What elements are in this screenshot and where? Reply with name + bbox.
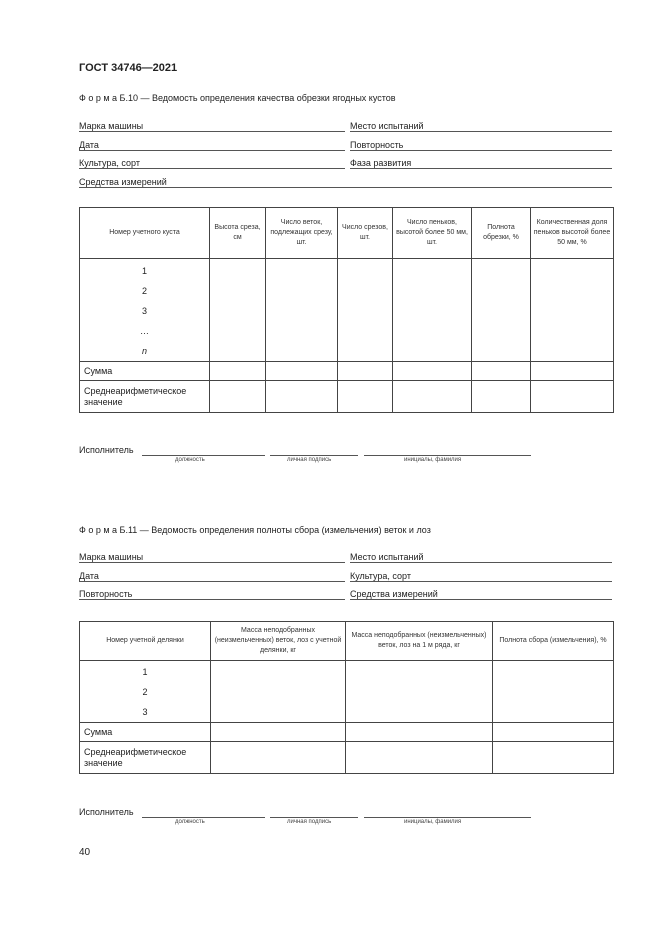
sum-row	[80, 723, 614, 742]
form-b10-date-label: Дата	[79, 140, 99, 150]
data-cell[interactable]	[210, 259, 266, 362]
sum-label: Сумма	[80, 723, 211, 742]
data-cell[interactable]	[346, 661, 493, 723]
signature-caption: личная подпись	[287, 457, 332, 463]
data-cell[interactable]	[210, 362, 266, 381]
row-numbers-cell	[80, 661, 211, 723]
sum-row	[80, 362, 614, 381]
row-number: 3	[141, 306, 147, 316]
table-header-row	[80, 622, 614, 661]
sum-label: Сумма	[80, 362, 210, 381]
data-cell[interactable]	[531, 259, 614, 362]
row-number: 2	[142, 687, 148, 697]
name-caption: инициалы, фамилия	[404, 457, 462, 463]
row-number: 1	[142, 667, 148, 677]
performer-label: Исполнитель	[79, 807, 134, 817]
form-b10-place-line[interactable]	[350, 131, 612, 132]
form-b10-culture-label: Культура, сорт	[79, 158, 140, 168]
row-number: 2	[141, 286, 147, 296]
table-row	[80, 259, 614, 362]
form-b10-phase-line[interactable]	[350, 168, 612, 169]
form-b10-table	[79, 207, 614, 413]
mean-row	[80, 742, 614, 774]
form-b10-means-label: Средства измерений	[79, 177, 173, 187]
col-header-cuts-count: Число срезов, шт.	[338, 208, 393, 259]
form-b10-machine-line[interactable]	[79, 131, 345, 132]
form-b11-repeat-line[interactable]	[79, 599, 345, 600]
col-header-stumps-count: Число пеньков, высотой более 50 мм, шт.	[393, 208, 472, 259]
table-row	[80, 661, 614, 723]
mean-row	[80, 381, 614, 413]
data-cell[interactable]	[210, 381, 266, 413]
form-b10-date-line[interactable]	[79, 150, 345, 151]
data-cell[interactable]	[338, 362, 393, 381]
data-cell[interactable]	[472, 381, 531, 413]
data-cell[interactable]	[266, 259, 338, 362]
form-b11-machine-label: Марка машины	[79, 552, 144, 562]
data-cell[interactable]	[393, 259, 472, 362]
form-b11-culture-line[interactable]	[350, 581, 612, 582]
data-cell[interactable]	[266, 381, 338, 413]
row-numbers-cell	[80, 259, 210, 362]
data-cell[interactable]	[211, 723, 346, 742]
position-caption: должность	[175, 457, 205, 463]
form-b11-place-label: Место испытаний	[350, 552, 424, 562]
form-b11-means-line[interactable]	[350, 599, 612, 600]
data-cell[interactable]	[493, 661, 614, 723]
data-cell[interactable]	[493, 742, 614, 774]
row-number: …	[140, 326, 149, 336]
form-b10-repeat-line[interactable]	[350, 150, 612, 151]
form-b11-means-label: Средства измерений	[350, 589, 438, 599]
form-b11-date-line[interactable]	[79, 581, 345, 582]
data-cell[interactable]	[346, 742, 493, 774]
form-b10-phase-label: Фаза развития	[350, 158, 412, 168]
performer-label: Исполнитель	[79, 445, 134, 455]
performer-name-line[interactable]	[364, 817, 531, 818]
col-header-bush-number: Номер учетного куста	[80, 208, 210, 259]
form-b11-table	[79, 621, 614, 774]
mean-label: Среднеарифметическое значение	[80, 381, 210, 413]
col-header-collection-completeness: Полнота сбора (измельчения), %	[493, 622, 614, 661]
data-cell[interactable]	[472, 259, 531, 362]
data-cell[interactable]	[211, 661, 346, 723]
col-header-plot-number: Номер учетной делянки	[80, 622, 211, 661]
data-cell[interactable]	[493, 723, 614, 742]
performer-signature-line[interactable]	[270, 455, 358, 456]
col-header-mass-per-plot: Масса неподобранных (неизмельченных) веток, лоз с учетной делянки, кг	[211, 622, 346, 661]
row-number: 3	[142, 707, 148, 717]
form-b11-date-label: Дата	[79, 571, 99, 581]
form-b10-repeat-label: Повторность	[350, 140, 404, 150]
form-b10-culture-line[interactable]	[79, 168, 345, 169]
col-header-stumps-share: Количественная доля пеньков высотой более 50 мм, %	[531, 208, 614, 259]
page-number: 40	[79, 847, 91, 858]
mean-label: Среднеарифметическое значение	[80, 742, 211, 774]
col-header-cut-height: Высота среза, см	[210, 208, 266, 259]
performer-position-line[interactable]	[142, 817, 265, 818]
data-cell[interactable]	[346, 723, 493, 742]
form-b11-machine-line[interactable]	[79, 562, 345, 563]
name-caption: инициалы, фамилия	[404, 819, 462, 825]
form-b11-repeat-label: Повторность	[79, 589, 140, 599]
performer-signature-line[interactable]	[270, 817, 358, 818]
signature-caption: личная подпись	[287, 819, 332, 825]
form-b10-place-label: Место испытаний	[350, 121, 424, 131]
form-b11-culture-label: Культура, сорт	[350, 571, 411, 581]
form-b10-machine-label: Марка машины	[79, 121, 144, 131]
data-cell[interactable]	[393, 381, 472, 413]
position-caption: должность	[175, 819, 205, 825]
col-header-pruning-completeness: Полнота обрезки, %	[472, 208, 531, 259]
table-header-row	[80, 208, 614, 259]
data-cell[interactable]	[338, 381, 393, 413]
data-cell[interactable]	[211, 742, 346, 774]
data-cell[interactable]	[393, 362, 472, 381]
form-b10-means-line[interactable]	[79, 187, 612, 188]
data-cell[interactable]	[266, 362, 338, 381]
form-b11-place-line[interactable]	[350, 562, 612, 563]
col-header-mass-per-meter: Масса неподобранных (неизмельченных) веток, лоз на 1 м ряда, кг	[346, 622, 493, 661]
row-number: 1	[141, 266, 147, 276]
document-header: ГОСТ 34746—2021	[79, 62, 178, 74]
col-header-branches-to-cut: Число веток, подлежащих срезу, шт.	[266, 208, 338, 259]
form-b11-title: Ф о р м а Б.11 — Ведомость определения полноты сбора (измельчения) веток и лоз	[79, 525, 431, 535]
data-cell[interactable]	[472, 362, 531, 381]
row-number: n	[141, 346, 147, 356]
performer-name-line[interactable]	[364, 455, 531, 456]
performer-position-line[interactable]	[142, 455, 265, 456]
data-cell[interactable]	[531, 362, 614, 381]
data-cell[interactable]	[338, 259, 393, 362]
data-cell[interactable]	[531, 381, 614, 413]
form-b10-title: Ф о р м а Б.10 — Ведомость определения качества обрезки ягодных кустов	[79, 93, 396, 103]
